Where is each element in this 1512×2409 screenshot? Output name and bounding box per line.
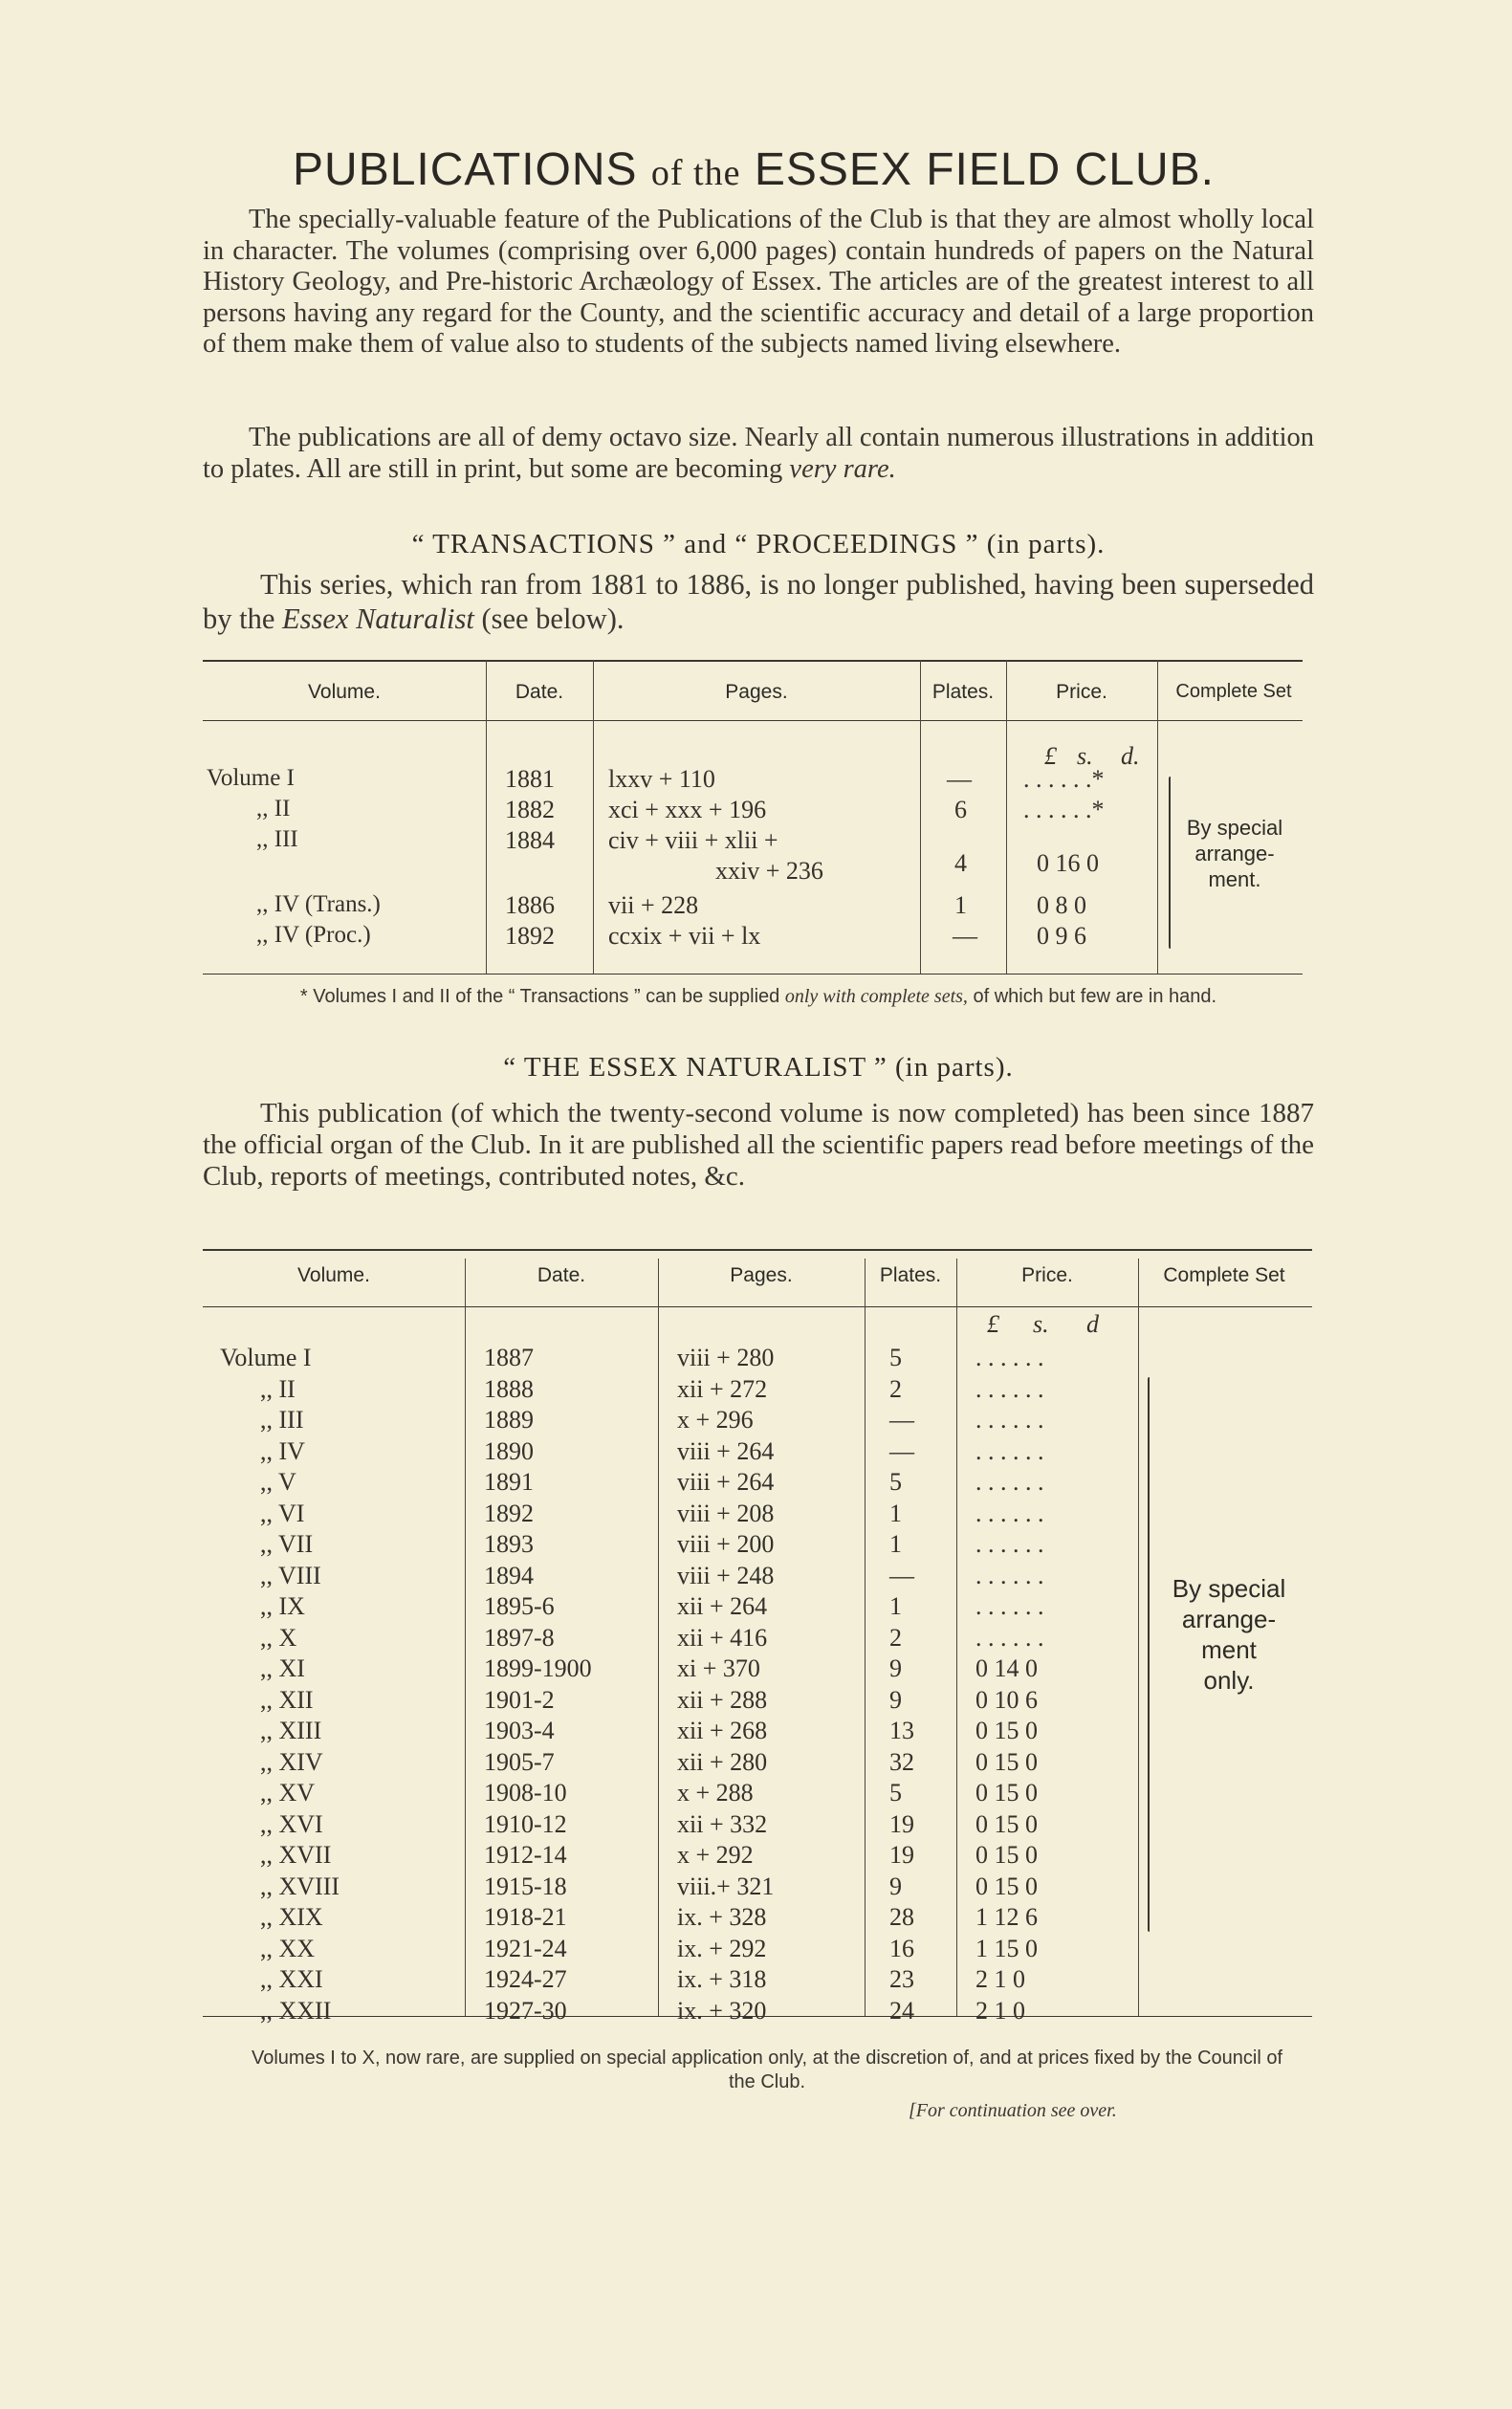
footnote-text: * Volumes I and II of the “ Transactions ” can be supplied — [299, 986, 780, 1007]
table2-price: 0 10 6 — [975, 1686, 1038, 1714]
table2-date: 1905-7 — [484, 1748, 555, 1776]
transactions-desc-a: This series, which ran from 1881 to 1886, is no longer published, having been superseded by the — [203, 568, 1314, 635]
table2-plates: — — [889, 1406, 914, 1434]
table1-plates: 4 — [954, 849, 967, 877]
table2-price: 0 15 0 — [975, 1717, 1038, 1744]
intro-p2-italic: very rare. — [789, 453, 896, 484]
table2-volume: ,, VI — [260, 1500, 305, 1527]
table2-pages: viii + 264 — [677, 1437, 775, 1465]
table2-volume: ,, XVII — [260, 1841, 332, 1869]
table1-plates: 1 — [954, 891, 967, 919]
table2-plates: 1 — [889, 1592, 902, 1620]
table2-price: . . . . . . — [975, 1500, 1044, 1527]
table1-price: 0 9 6 — [1037, 922, 1086, 950]
table2-date: 1903-4 — [484, 1717, 555, 1744]
table1-lsd-s: s. — [1077, 742, 1093, 770]
table2-price: 2 1 0 — [975, 1965, 1025, 1993]
table1-pages: vii + 228 — [608, 891, 699, 919]
table2-volume: ,, XV — [260, 1779, 316, 1807]
table1-volume: ,, II — [256, 796, 291, 821]
table2-volume: ,, XXII — [260, 1997, 332, 2025]
table2-pages: viii + 248 — [677, 1562, 775, 1589]
special-line: only. — [1203, 1666, 1255, 1695]
table2-volume: Volume I — [220, 1344, 312, 1371]
table2-date: 1888 — [484, 1375, 534, 1403]
table2-pages: xii + 272 — [677, 1375, 768, 1403]
table1-header-date: Date. — [515, 681, 564, 703]
table2-plates: 32 — [889, 1748, 914, 1776]
table2-price: 0 15 0 — [975, 1779, 1038, 1807]
table2-plates: 23 — [889, 1965, 914, 1993]
table2-date: 1889 — [484, 1406, 534, 1434]
table2-pages: ix. + 328 — [677, 1903, 767, 1931]
table2-price: 0 15 0 — [975, 1872, 1038, 1900]
table2-divider — [465, 1259, 466, 2016]
table1-plates: — — [953, 922, 977, 950]
table2-pages: xii + 416 — [677, 1624, 768, 1652]
table2-pages: ix. + 292 — [677, 1935, 767, 1962]
transactions-heading: “ TRANSACTIONS ” and “ PROCEEDINGS ” (in parts). — [411, 529, 1106, 559]
table2-price: . . . . . . — [975, 1562, 1044, 1589]
table2-plates: 16 — [889, 1935, 914, 1962]
table2-price: 0 15 0 — [975, 1810, 1038, 1838]
table2-header-volume: Volume. — [297, 1264, 370, 1286]
table2-date: 1894 — [484, 1562, 534, 1589]
special-line: arrange- — [1181, 1605, 1277, 1633]
table2-divider — [865, 1259, 866, 2016]
table2-header-price: Price. — [1021, 1264, 1073, 1286]
special-line: By special — [1186, 816, 1283, 840]
table2-header-plates: Plates. — [879, 1264, 942, 1286]
table2-date: 1908-10 — [484, 1779, 567, 1807]
table2-plates: 19 — [889, 1810, 914, 1838]
table2-plates: 1 — [889, 1500, 902, 1527]
intro-p2-text: The publications are all of demy octavo size. Nearly all contain numerous illustrations in addition to plates. All are still in print, but some are becoming — [203, 423, 1314, 484]
transactions-desc-italic: Essex Naturalist — [282, 602, 474, 635]
table1-bracket — [1169, 777, 1171, 949]
table2-date: 1893 — [484, 1530, 534, 1558]
table2-volume: ,, III — [260, 1406, 304, 1434]
table1-volume: ,, IV (Proc.) — [256, 922, 371, 948]
naturalist-heading: “ THE ESSEX NATURALIST ” (in parts). — [503, 1052, 1014, 1083]
table2-plates: 1 — [889, 1530, 902, 1558]
table2-volume: ,, X — [260, 1624, 297, 1652]
table2-divider — [1138, 1259, 1139, 2016]
table2-pages: viii + 200 — [677, 1530, 775, 1558]
table2-pages: viii + 280 — [677, 1344, 775, 1371]
footnote-text: of which but few are in hand. — [973, 986, 1217, 1007]
table2-pages: xii + 264 — [677, 1592, 768, 1620]
table1-bottom-rule — [203, 974, 1303, 975]
table2-divider — [658, 1259, 659, 2016]
title-rest: ESSEX FIELD CLUB. — [754, 144, 1215, 195]
table1-pages: xci + xxx + 196 — [608, 796, 767, 823]
table2-volume: ,, V — [260, 1468, 296, 1496]
table2-plates: 19 — [889, 1841, 914, 1869]
table2-price: . . . . . . — [975, 1468, 1044, 1496]
table2-price: . . . . . . — [975, 1530, 1044, 1558]
page-title — [199, 143, 1308, 196]
transactions-desc-c: (see below). — [481, 602, 625, 635]
table2-pages: x + 292 — [677, 1841, 754, 1869]
table2-divider — [956, 1259, 957, 2016]
table1-header-rule — [203, 720, 1303, 721]
table2-date: 1918-21 — [484, 1903, 567, 1931]
table2-plates: — — [889, 1437, 914, 1465]
footnote-italic: only with complete sets, — [784, 986, 968, 1007]
table1-pages: lxxv + 110 — [608, 765, 715, 793]
table2-volume: ,, XIV — [260, 1748, 323, 1776]
table1-pages: ccxix + vii + lx — [608, 922, 761, 950]
table2-price: . . . . . . — [975, 1375, 1044, 1403]
table2-price: 0 14 0 — [975, 1654, 1038, 1682]
table2-volume: ,, XII — [260, 1686, 314, 1714]
table1-volume: Volume I — [207, 765, 295, 791]
table1-divider — [486, 660, 487, 974]
continuation-note: [For continuation see over. — [909, 2100, 1117, 2121]
table2-date: 1915-18 — [484, 1872, 567, 1900]
table1-divider — [920, 660, 921, 974]
table1-pages: civ + viii + xlii + — [608, 826, 778, 854]
special-line: ment — [1201, 1635, 1257, 1664]
table2-plates: 28 — [889, 1903, 914, 1931]
table2-pages: ix. + 318 — [677, 1965, 767, 1993]
table1-pages-cont: xxiv + 236 — [715, 857, 823, 885]
table2-pages: viii.+ 321 — [677, 1872, 775, 1900]
special-line: ment. — [1208, 867, 1261, 891]
table2-volume: ,, XVI — [260, 1810, 323, 1838]
table2-price: 1 15 0 — [975, 1935, 1038, 1962]
intro-paragraph-2 — [203, 423, 1314, 485]
table2-volume: ,, IV — [260, 1437, 305, 1465]
table1-top-rule — [203, 660, 1303, 662]
table2-pages: ix. + 320 — [677, 1997, 767, 2025]
table2-volume: ,, XXI — [260, 1965, 323, 1993]
table2-price: . . . . . . — [975, 1592, 1044, 1620]
table2-volume: ,, XX — [260, 1935, 316, 1962]
table1-header-pages: Pages. — [725, 681, 788, 703]
table2-volume: ,, XIII — [260, 1717, 322, 1744]
table2-price: . . . . . . — [975, 1624, 1044, 1652]
table2-lsd-d: d — [1086, 1310, 1099, 1338]
table2-date: 1891 — [484, 1468, 534, 1496]
table2-date: 1921-24 — [484, 1935, 567, 1962]
table1-header-volume: Volume. — [308, 681, 381, 703]
title-of: of the — [650, 153, 741, 193]
table1-date: 1886 — [505, 891, 555, 919]
table2-date: 1910-12 — [484, 1810, 567, 1838]
table2-header-pages: Pages. — [730, 1264, 793, 1286]
table1-lsd-d: d. — [1121, 742, 1140, 770]
table2-price: . . . . . . — [975, 1437, 1044, 1465]
table2-date: 1892 — [484, 1500, 534, 1527]
table2-volume: ,, IX — [260, 1592, 305, 1620]
table2-date: 1895-6 — [484, 1592, 555, 1620]
table2-plates: 13 — [889, 1717, 914, 1744]
table1-date: 1881 — [505, 765, 555, 793]
table2-price: . . . . . . — [975, 1344, 1044, 1371]
table2-volume: ,, II — [260, 1375, 296, 1403]
naturalist-description: This publication (of which the twenty-second volume is now completed) has been since 1887 the official organ of the Club. In it are published all the scientific papers read before meetings of the Club, reports of meetings, contributed notes, &c. — [203, 1098, 1314, 1192]
table1-plates: — — [947, 765, 972, 793]
table2-date: 1901-2 — [484, 1686, 555, 1714]
table2-date: 1912-14 — [484, 1841, 567, 1869]
table2-lsd-l: £ — [987, 1310, 999, 1338]
table2-plates: 5 — [889, 1468, 902, 1496]
table2-plates: 2 — [889, 1375, 902, 1403]
table2-date: 1927-30 — [484, 1997, 567, 2025]
table2-volume: ,, VIII — [260, 1562, 321, 1589]
table2-pages: x + 296 — [677, 1406, 754, 1434]
special-line: By special — [1172, 1574, 1286, 1603]
table1-divider — [1006, 660, 1007, 974]
table2-bracket — [1148, 1377, 1150, 1932]
table2-header-rule — [203, 1306, 1312, 1307]
table2-plates: — — [889, 1562, 914, 1589]
table1-price: . . . . . .* — [1023, 796, 1105, 823]
table2-volume: ,, XIX — [260, 1903, 323, 1931]
table2-pages: xii + 332 — [677, 1810, 768, 1838]
table1-lsd-l: £ — [1044, 742, 1057, 770]
table1-header-complete: Complete Set — [1175, 681, 1292, 702]
table2-date: 1887 — [484, 1344, 534, 1371]
table2-price: . . . . . . — [975, 1406, 1044, 1434]
table2-price: 0 15 0 — [975, 1748, 1038, 1776]
table2-pages: xi + 370 — [677, 1654, 760, 1682]
table2-date: 1897-8 — [484, 1624, 555, 1652]
table2-plates: 5 — [889, 1344, 902, 1371]
table2-pages: xii + 268 — [677, 1717, 768, 1744]
table1-date: 1882 — [505, 796, 555, 823]
table1-price: 0 16 0 — [1037, 849, 1099, 877]
table2-header-complete: Complete Set — [1163, 1264, 1285, 1286]
table1-volume: ,, III — [256, 826, 298, 852]
intro-paragraph-1: The specially-valuable feature of the Publications of the Club is that they are almost wholly local in character. The volumes (comprising over 6,000 pages) contain hundreds of papers on the Natural History Geology, and Pre-historic Archæology of Essex. The articles are of the greatest interest to all persons having any regard for the County, and the scientific accuracy and detail of a large proportion of them make them of value also to students of the subjects named living elsewhere. — [203, 205, 1314, 359]
table2-plates: 24 — [889, 1997, 914, 2025]
special-line: arrange- — [1194, 842, 1275, 865]
table2-date: 1924-27 — [484, 1965, 567, 1993]
table2-plates: 5 — [889, 1779, 902, 1807]
table2-pages: x + 288 — [677, 1779, 754, 1807]
table1-footnote — [208, 985, 1308, 1009]
table1-volume: ,, IV (Trans.) — [256, 891, 381, 917]
table2-price: 0 15 0 — [975, 1841, 1038, 1869]
title-main: PUBLICATIONS — [293, 144, 638, 195]
table2-pages: viii + 208 — [677, 1500, 775, 1527]
table2-volume: ,, XVIII — [260, 1872, 340, 1900]
table1-plates: 6 — [954, 796, 967, 823]
table2-date: 1899-1900 — [484, 1654, 592, 1682]
table2-special-note — [1157, 1573, 1301, 1696]
table1-date: 1892 — [505, 922, 555, 950]
table1-special-note — [1172, 815, 1297, 892]
table2-price: 2 1 0 — [975, 1997, 1025, 2025]
table1-header-price: Price. — [1056, 681, 1107, 703]
table2-lsd-s: s. — [1033, 1310, 1049, 1338]
table2-plates: 9 — [889, 1872, 902, 1900]
table2-top-rule — [203, 1249, 1312, 1251]
table1-date: 1884 — [505, 826, 555, 854]
table2-pages: xii + 288 — [677, 1686, 768, 1714]
table2-plates: 9 — [889, 1686, 902, 1714]
table2-header-date: Date. — [537, 1264, 586, 1286]
table2-pages: viii + 264 — [677, 1468, 775, 1496]
table2-price: 1 12 6 — [975, 1903, 1038, 1931]
table1-divider — [1157, 660, 1158, 974]
table2-volume: ,, XI — [260, 1654, 305, 1682]
table1-price: . . . . . .* — [1023, 765, 1105, 793]
table2-volume: ,, VII — [260, 1530, 314, 1558]
table1-divider — [593, 660, 594, 974]
table2-plates: 2 — [889, 1624, 902, 1652]
table1-price: 0 8 0 — [1037, 891, 1086, 919]
table2-plates: 9 — [889, 1654, 902, 1682]
table2-date: 1890 — [484, 1437, 534, 1465]
table2-footnote: Volumes I to X, now rare, are supplied on special application only, at the discretion of, and at prices fixed by the Council of the Club. — [251, 2048, 1283, 2092]
table1-header-plates: Plates. — [931, 681, 995, 703]
transactions-description — [203, 567, 1314, 636]
table2-pages: xii + 280 — [677, 1748, 768, 1776]
